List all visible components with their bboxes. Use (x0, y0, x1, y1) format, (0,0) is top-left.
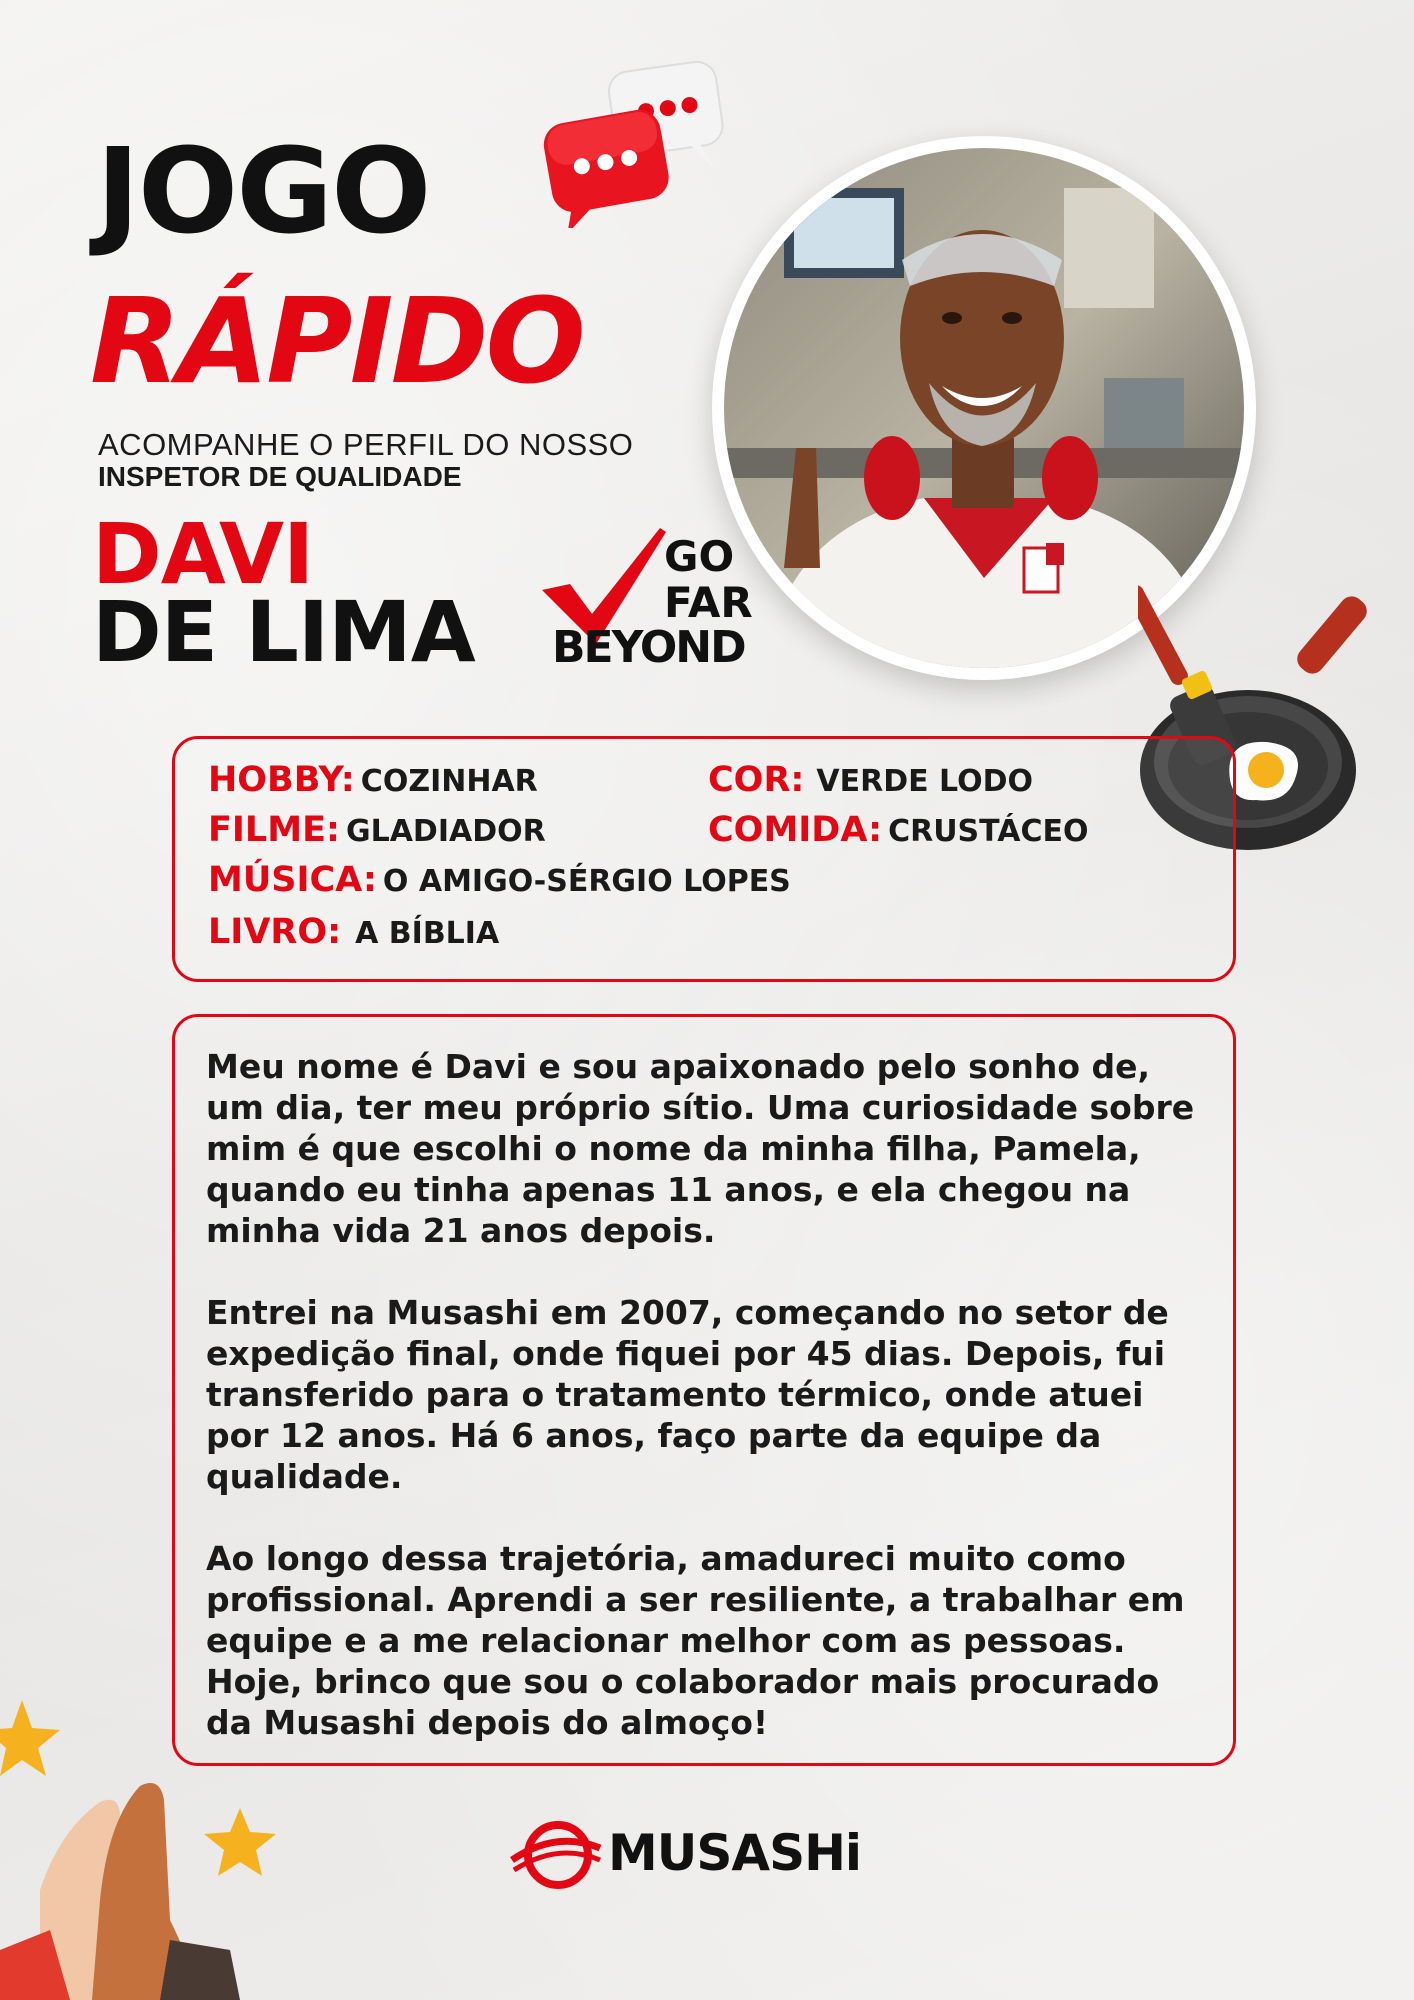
name-last: DE LIMA (92, 583, 475, 681)
bio-line: Entrei na Musashi em 2007, começando no setor de (206, 1293, 1169, 1332)
fav-musica (208, 860, 791, 900)
title-jogo: JOGO (96, 122, 430, 260)
bio-line: equipe e a me relacionar melhor com as pessoas. (206, 1621, 1126, 1660)
subtitle (98, 428, 633, 493)
fav-cor-value: VERDE LODO (816, 764, 1033, 799)
slogan-far: FAR (664, 578, 753, 627)
go-far-beyond-logo (540, 526, 753, 674)
fav-cor-label: COR: (708, 760, 805, 800)
chat-bubbles-icon (535, 48, 735, 228)
bio-line: expedição final, onde fiquei por 45 dias. Depois, fui (206, 1334, 1166, 1373)
fav-musica-value: O AMIGO-SÉRGIO LOPES (382, 864, 791, 899)
bio-line: um dia, ter meu próprio sítio. Uma curiosidade sobre (206, 1088, 1195, 1127)
fav-livro (208, 912, 499, 952)
bio-line: da Musashi depois do almoço! (206, 1703, 768, 1742)
fav-cor (708, 760, 1033, 800)
fav-livro-label: LIVRO: (208, 912, 342, 952)
star-icon (204, 1808, 276, 1876)
fav-filme-label: FILME: (208, 810, 340, 850)
title-rapido: RÁPIDO (90, 272, 583, 410)
fav-filme (208, 810, 546, 850)
high-five-icon (0, 1690, 300, 2000)
bio-line: minha vida 21 anos depois. (206, 1211, 716, 1250)
bio-line: quando eu tinha apenas 11 anos, e ela chegou na (206, 1170, 1131, 1209)
fav-livro-value: A BÍBLIA (355, 916, 500, 951)
star-icon (0, 1700, 60, 1776)
name-first: DAVI (92, 505, 314, 603)
fav-hobby-value: COZINHAR (360, 764, 538, 799)
fav-comida-value: CRUSTÁCEO (888, 814, 1089, 849)
musashi-logo (510, 1820, 862, 1890)
musashi-wordmark: MUSASHi (608, 1824, 862, 1882)
bio-line: transferido para o tratamento térmico, onde atuei (206, 1375, 1144, 1414)
fav-comida (708, 810, 1089, 850)
fav-hobby (208, 760, 538, 800)
bio-paragraph-1 (206, 1046, 1216, 1251)
subtitle-line2: INSPETOR DE QUALIDADE (98, 461, 462, 493)
bio-line: profissional. Aprendi a ser resiliente, a trabalhar em (206, 1580, 1185, 1619)
bio-paragraph-3 (206, 1538, 1216, 1743)
bio-line: Meu nome é Davi e sou apaixonado pelo sonho de, (206, 1047, 1151, 1086)
fav-filme-value: GLADIADOR (345, 814, 546, 849)
slogan-beyond: BEYOND (552, 622, 745, 673)
bio-paragraph-2 (206, 1292, 1216, 1497)
fav-comida-label: COMIDA: (708, 810, 883, 850)
fav-musica-label: MÚSICA: (208, 860, 377, 900)
slogan-go: GO (664, 532, 735, 581)
bio-line: Ao longo dessa trajetória, amadureci muito como (206, 1539, 1126, 1578)
musashi-logo-icon (510, 1820, 602, 1890)
fav-hobby-label: HOBBY: (208, 760, 355, 800)
bio-line: por 12 anos. Há 6 anos, faço parte da equipe da (206, 1416, 1102, 1455)
bio-line: qualidade. (206, 1457, 403, 1496)
subtitle-line1: ACOMPANHE O PERFIL DO NOSSO (98, 427, 634, 462)
bio-line: Hoje, brinco que sou o colaborador mais procurado (206, 1662, 1160, 1701)
bio-line: mim é que escolhi o nome da minha filha, Pamela, (206, 1129, 1141, 1168)
